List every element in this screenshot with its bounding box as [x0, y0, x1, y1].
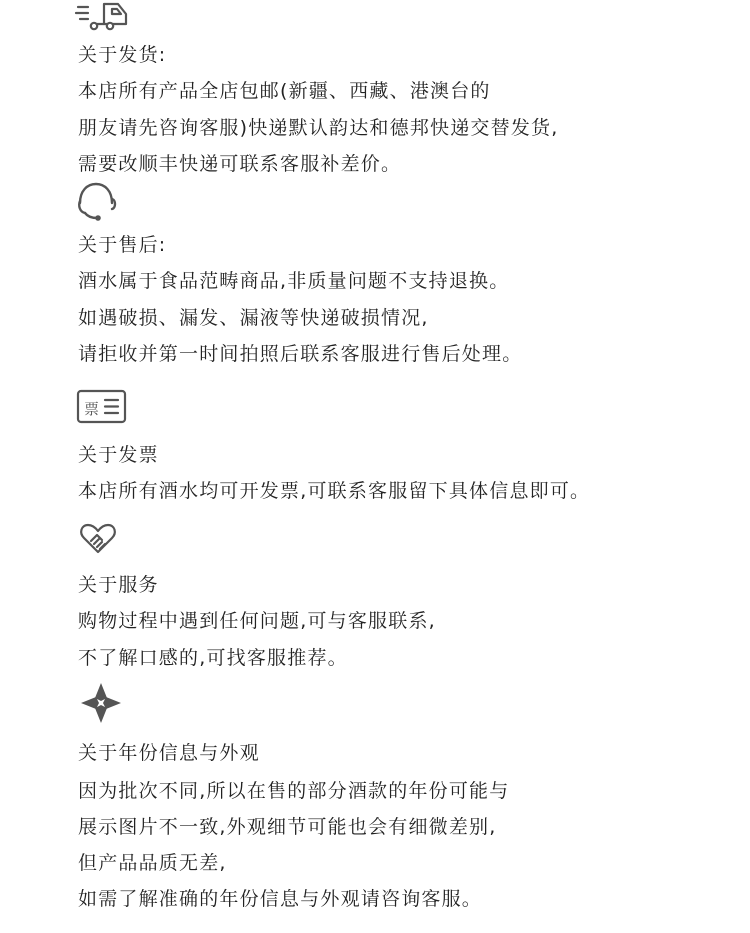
- service-text-line: 不了解口感的,可找客服推荐。: [78, 647, 348, 669]
- after-sales-text-line: 如遇破损、漏发、漏液等快递破损情况,: [78, 307, 429, 329]
- invoice-ticket-icon: [76, 389, 128, 425]
- section-title-shipping: 关于发货:: [78, 44, 167, 66]
- vintage-text-line: 因为批次不同,所以在售的部分酒款的年份可能与: [78, 780, 510, 802]
- vintage-text-line: 展示图片不一致,外观细节可能也会有细微差别,: [78, 816, 497, 838]
- section-title-after-sales: 关于售后:: [78, 234, 167, 256]
- after-sales-text-line: 请拒收并第一时间拍照后联系客服进行售后处理。: [78, 343, 523, 365]
- shipping-text-line: 朋友请先咨询客服)快递默认韵达和德邦快递交替发货,: [78, 117, 559, 139]
- invoice-text-line: 本店所有酒水均可开发票,可联系客服留下具体信息即可。: [78, 480, 591, 502]
- handshake-heart-icon: [78, 521, 118, 557]
- after-sales-text-line: 酒水属于食品范畴商品,非质量问题不支持退换。: [78, 270, 510, 292]
- vintage-text-line: 如需了解准确的年份信息与外观请咨询客服。: [78, 888, 483, 910]
- invoice-ticket-glyph: 票: [84, 400, 100, 418]
- section-title-service: 关于服务: [78, 574, 159, 596]
- service-text-line: 购物过程中遇到任何问题,可与客服联系,: [78, 610, 436, 632]
- shipping-text-line: 需要改顺丰快递可联系客服补差价。: [78, 153, 402, 175]
- vintage-text-line: 但产品品质无差,: [78, 852, 227, 874]
- section-title-invoice: 关于发票: [78, 444, 159, 466]
- section-title-vintage: 关于年份信息与外观: [78, 742, 260, 764]
- four-diamond-icon: [80, 682, 122, 724]
- customer-service-headset-icon: [76, 179, 120, 223]
- shipping-text-line: 本店所有产品全店包邮(新疆、西藏、港澳台的: [78, 80, 491, 102]
- delivery-truck-icon: [74, 0, 130, 32]
